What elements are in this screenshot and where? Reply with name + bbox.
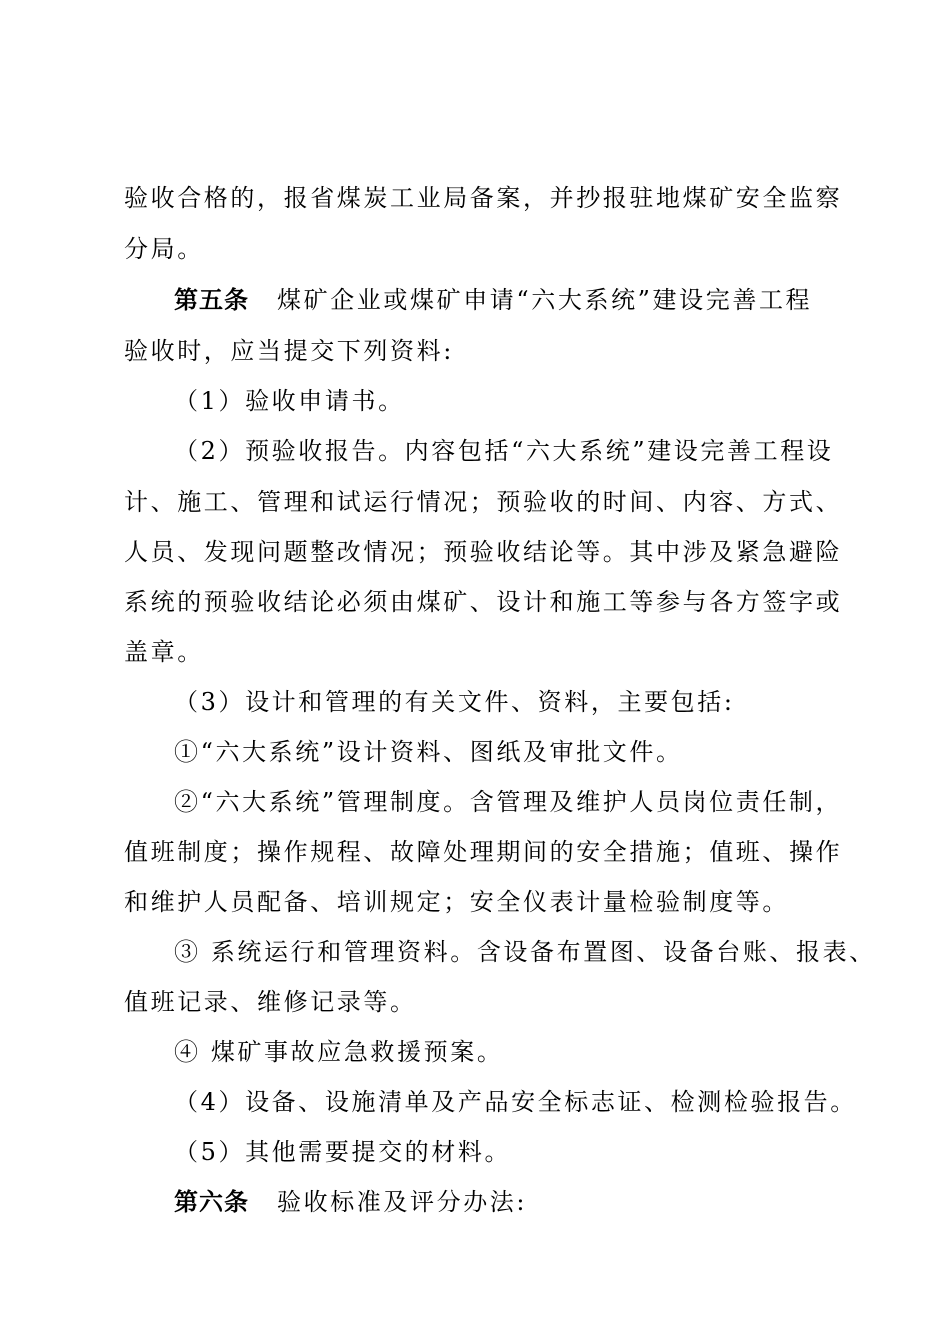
list-item: （4）设备、设施清单及产品安全标志证、检测检验报告。	[174, 1088, 857, 1116]
text-line: 分局。	[124, 235, 204, 263]
text-line: 值班制度；操作规程、故障处理期间的安全措施；值班、操作	[124, 838, 843, 866]
list-item: （1）验收申请书。	[174, 387, 405, 415]
text-line: 盖章。	[124, 638, 204, 666]
text-line: 值班记录、维修记录等。	[124, 988, 417, 1016]
article-5-paragraph	[174, 285, 812, 315]
list-item: ③ 系统运行和管理资料。含设备布置图、设备台账、报表、	[174, 938, 876, 966]
text-line: 系统的预验收结论必须由煤矿、设计和施工等参与各方签字或	[124, 588, 843, 616]
article-6-heading: 第六条	[174, 1187, 249, 1216]
article-5-heading: 第五条	[174, 285, 249, 314]
list-item: （3）设计和管理的有关文件、资料，主要包括:	[174, 688, 735, 716]
list-item: ④ 煤矿事故应急救援预案。	[174, 1038, 504, 1066]
text-line: 计、施工、管理和试运行情况；预验收的时间、内容、方式、	[124, 488, 843, 516]
list-item: （5）其他需要提交的材料。	[174, 1138, 512, 1166]
list-item: ①“六大系统”设计资料、图纸及审批文件。	[174, 738, 683, 766]
text-line: 验收标准及评分办法:	[277, 1188, 528, 1216]
text-line: 验收合格的，报省煤炭工业局备案，并抄报驻地煤矿安全监察	[124, 184, 843, 212]
text-line: 和维护人员配备、培训规定；安全仪表计量检验制度等。	[124, 888, 789, 916]
list-item: （2）预验收报告。内容包括“六大系统”建设完善工程设	[174, 437, 834, 465]
list-item: ②“六大系统”管理制度。含管理及维护人员岗位责任制，	[174, 788, 843, 816]
article-6-paragraph	[174, 1187, 527, 1217]
text-line: 验收时，应当提交下列资料:	[124, 337, 454, 365]
text-line: 煤矿企业或煤矿申请“六大系统”建设完善工程	[277, 286, 813, 314]
text-line: 人员、发现问题整改情况；预验收结论等。其中涉及紧急避险	[124, 538, 843, 566]
